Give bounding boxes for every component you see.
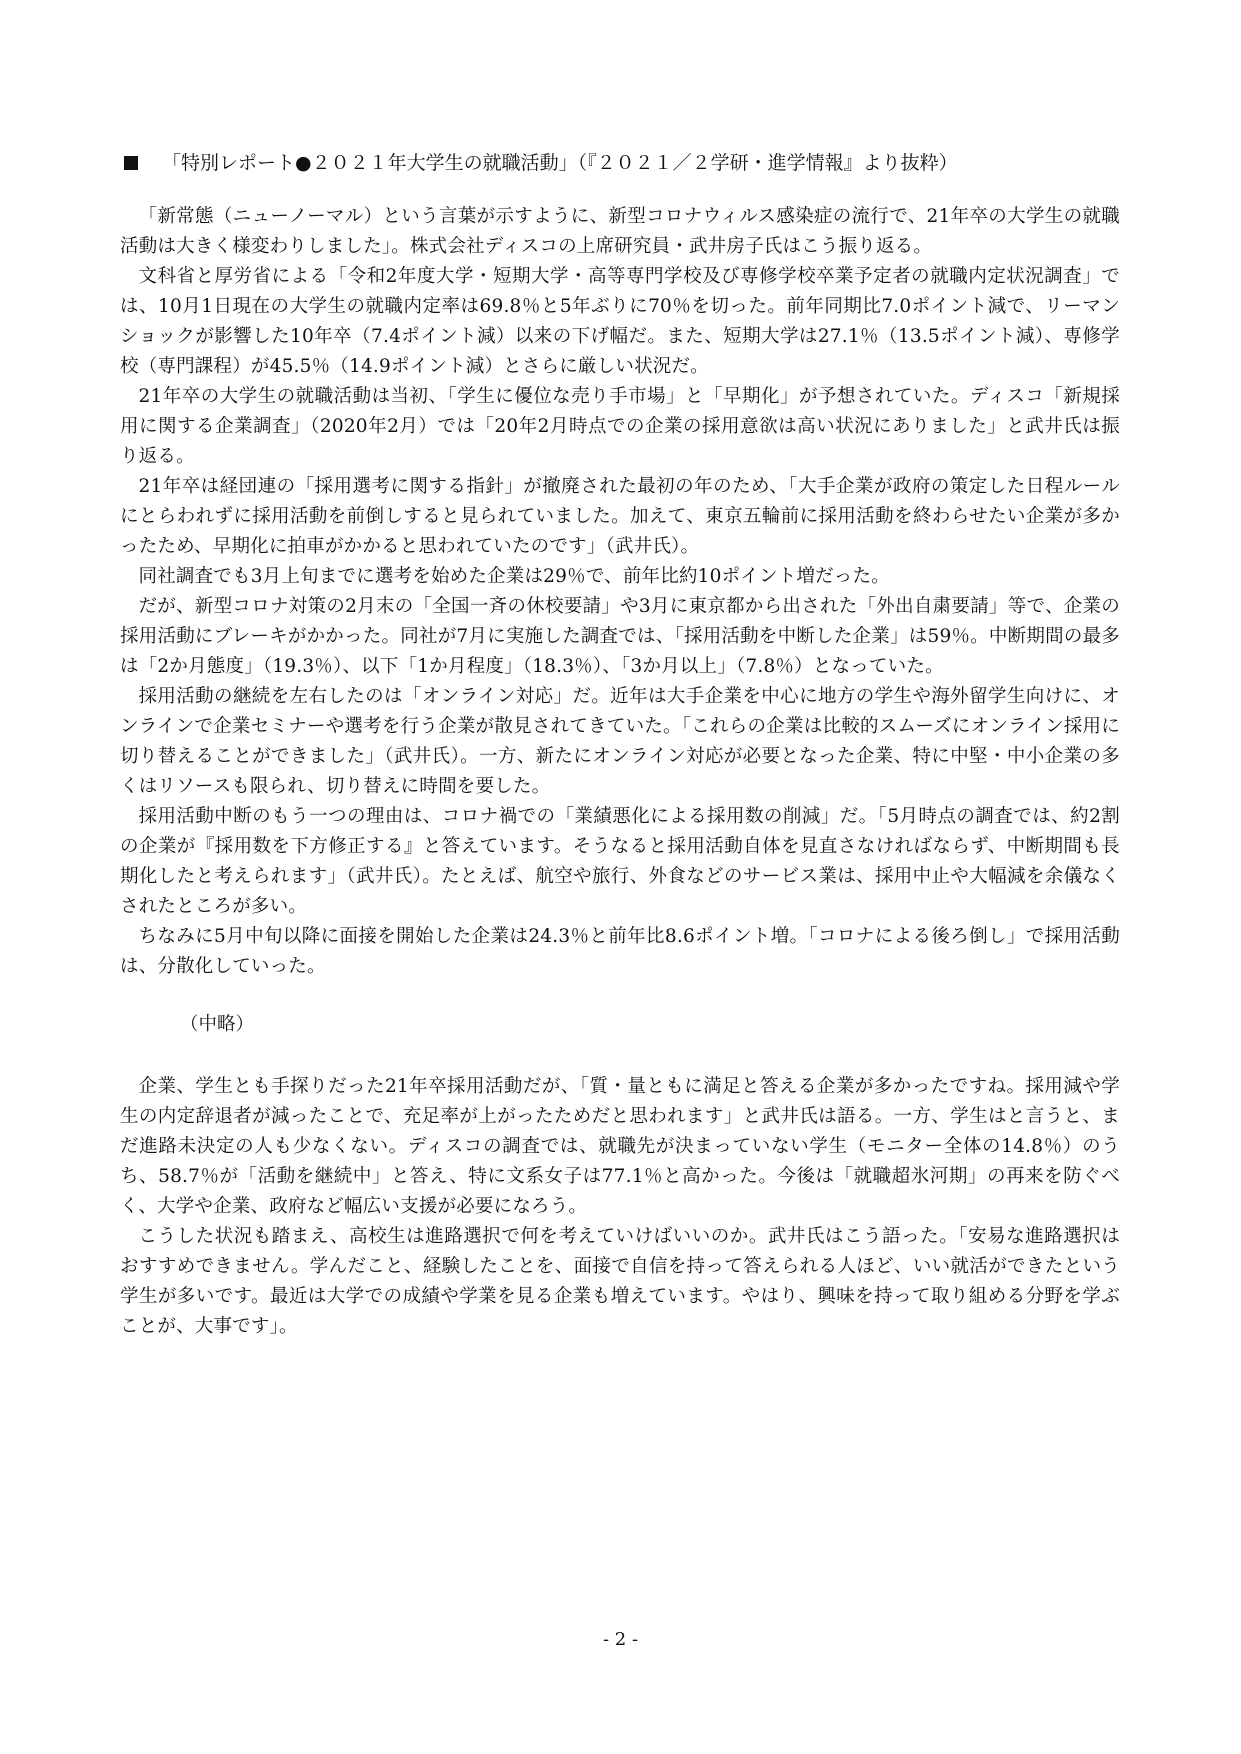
paragraph: こうした状況も踏まえ、高校生は進路選択で何を考えていけばいいのか。武井氏はこう語った。「安易な進路選択はおすすめできません。学んだこと、経験したことを、面接で自信を持って答えられる人ほど、いい就活ができたという学生が多いです。最近は大学での成績や学業を見る企業も増えています。やはり、興味を持って取り組める分野を学ぶことが、大事です」。 — [120, 1226, 1120, 1337]
section-heading-text: 「特別レポート●２０２１年大学生の就職活動」（『２０２１／２学研・進学情報』より抜粋） — [162, 152, 958, 174]
paragraph: 採用活動中断のもう一つの理由は、コロナ禍での「業績悪化による採用数の削減」だ。「5月時点の調査では、約2割の企業が『採用数を下方修正する』と答えています。そうなると採用活動自体を見直さなければならず、中断期間も長期化したと考えられます」（武井氏）。たとえば、航空や旅行、外食などのサービス業は、採用中止や大幅減を余儀なくされたところが多い。 — [120, 806, 1120, 917]
paragraph: 21年卒の大学生の就職活動は当初、「学生に優位な売り手市場」と「早期化」が予想されていた。ディスコ「新規採用に関する企業調査」（2020年2月）では「20年2月時点での企業の採用意欲は高い状況にありました」と武井氏は振り返る。 — [120, 386, 1120, 467]
omission-note: （中略） — [180, 1014, 255, 1035]
paragraph: 「新常態（ニューノーマル）という言葉が示すように、新型コロナウィルス感染症の流行で、21年卒の大学生の就職活動は大きく様変わりしました」。株式会社ディスコの上席研究員・武井房子氏はこう振り返る。 — [120, 206, 1120, 257]
document-page — [120, 148, 1120, 1342]
paragraph: ちなみに5月中旬以降に面接を開始した企業は24.3％と前年比8.6ポイント増。「コロナによる後ろ倒し」で採用活動は、分散化していった。 — [120, 926, 1120, 977]
paragraph: 採用活動の継続を左右したのは「オンライン対応」だ。近年は大手企業を中心に地方の学生や海外留学生向けに、オンラインで企業セミナーや選考を行う企業が散見されてきていた。「これらの企業は比較的スムーズにオンライン採用に切り替えることができました」（武井氏）。一方、新たにオンライン対応が必要となった企業、特に中堅・中小企業の多くはリソースも限られ、切り替えに時間を要した。 — [120, 686, 1120, 797]
article-body-part-2 — [120, 1072, 1120, 1342]
article-body-part-1 — [120, 202, 1120, 982]
paragraph: 21年卒は経団連の「採用選考に関する指針」が撤廃された最初の年のため、「大手企業が政府の策定した日程ルールにとらわれずに採用活動を前倒しすると見られていました。加えて、東京五輪前に採用活動を終わらせたい企業が多かったため、早期化に拍車がかかると思われていたのです」（武井氏）。 — [120, 476, 1120, 557]
page-number: - 2 - — [602, 1629, 639, 1650]
paragraph: 文科省と厚労省による「令和2年度大学・短期大学・高等専門学校及び専修学校卒業予定者の就職内定状況調査」では、10月1日現在の大学生の就職内定率は69.8％と5年ぶりに70％を切った。前年同期比7.0ポイント減で、リーマンショックが影響した10年卒（7.4ポイント減）以来の下げ幅だ。また、短期大学は27.1％（13.5ポイント減）、専修学校（専門課程）が45.5％（14.9ポイント減）とさらに厳しい状況だ。 — [120, 266, 1120, 377]
paragraph: 同社調査でも3月上旬までに選考を始めた企業は29％で、前年比約10ポイント増だった。 — [138, 566, 890, 587]
paragraph: だが、新型コロナ対策の2月末の「全国一斉の休校要請」や3月に東京都から出された「外出自粛要請」等で、企業の採用活動にブレーキがかかった。同社が7月に実施した調査では、「採用活動を中断した企業」は59％。中断期間の最多は「2か月態度」（19.3％）、以下「1か月程度」（18.3％）、「3か月以上」（7.8％）となっていた。 — [120, 596, 1120, 677]
black-square-bullet-icon — [124, 156, 138, 170]
section-heading — [120, 148, 1120, 178]
paragraph: 企業、学生とも手探りだった21年卒採用活動だが、「質・量ともに満足と答える企業が多かったですね。採用減や学生の内定辞退者が減ったことで、充足率が上がったためだと思われます」と武井氏は語る。一方、学生はと言うと、まだ進路未決定の人も少なくない。ディスコの調査では、就職先が決まっていない学生（モニター全体の14.8％）のうち、58.7％が「活動を継続中」と答え、特に文系女子は77.1％と高かった。今後は「就職超氷河期」の再来を防ぐべく、大学や企業、政府など幅広い支援が必要になろう。 — [120, 1076, 1120, 1217]
